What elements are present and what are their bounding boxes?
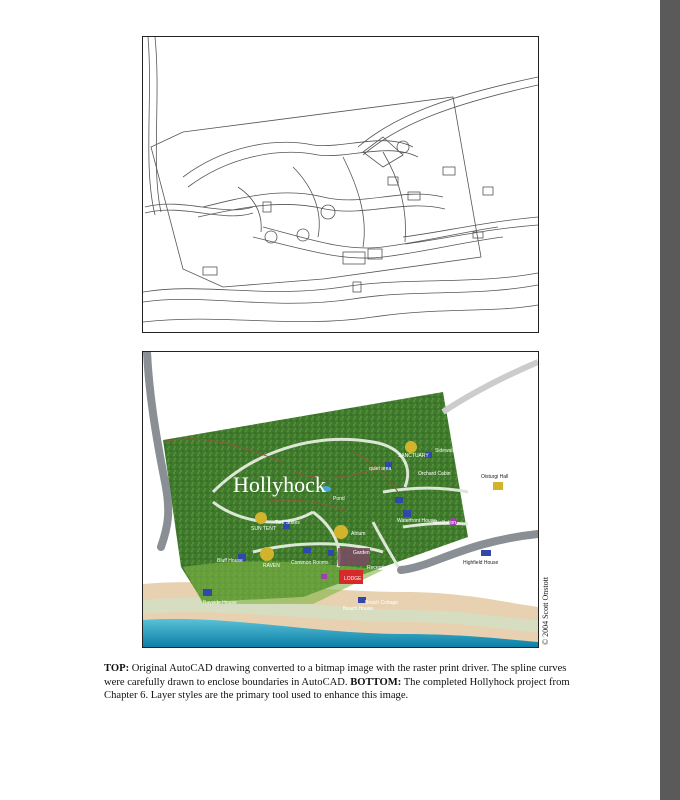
label-reception: Reception	[367, 565, 390, 571]
map-svg	[143, 352, 538, 647]
label-bayside-house: Bayside House	[203, 600, 237, 606]
label-bluff-house: Bluff House	[217, 558, 243, 564]
copyright-notice: © 2004 Scott Onstott	[541, 576, 550, 645]
label-raven: RAVEN	[263, 563, 280, 569]
label-waterfront-house: Waterfront House	[397, 518, 436, 524]
figure-caption	[104, 662, 584, 703]
label-orchard-cabin: Orchard Cabin	[418, 471, 451, 477]
label-oisturgi-hall: Oisturgi Hall	[481, 474, 509, 480]
hollyhock-rendered-map	[142, 351, 539, 648]
label-tent-suites: Tent Suites	[275, 520, 300, 526]
caption-top-text: Original AutoCAD drawing converted to a bitmap image with the raster print driver. The spline curves were carefully drawn to enclose boundaries in AutoCAD.	[104, 663, 567, 688]
map-title: Hollyhock	[233, 472, 326, 497]
label-quiet-area: quiet area	[369, 466, 392, 472]
label-beach-cottage: Beach Cottage	[365, 600, 399, 606]
line-drawing-svg	[143, 37, 538, 332]
label-atrium: Atrium	[351, 531, 366, 537]
caption-top-label: TOP:	[104, 663, 130, 674]
label-common-rooms: Common Rooms	[291, 560, 329, 566]
label-garden: Garden	[353, 550, 370, 556]
label-sanctuary: SANCTUARY	[398, 453, 429, 459]
autocad-line-drawing	[142, 36, 539, 333]
label-sidewalk-stables: Sidewalk Stables	[435, 448, 474, 454]
label-sun-tent: SUN TENT	[251, 526, 276, 532]
label-beach-house: Beach House	[343, 606, 374, 612]
label-pond: Pond	[333, 496, 345, 502]
page-edge-bar	[660, 0, 680, 800]
caption-bottom-text: The completed Hollyhock project from Chapter 6. Layer styles are the primary tool used to enhance this image.	[104, 676, 570, 701]
label-lodge: LODGE	[344, 576, 362, 582]
label-meditation: Meditation	[433, 520, 457, 526]
label-highfield-house: Highfield House	[463, 560, 499, 566]
caption-bottom-label: BOTTOM:	[350, 676, 402, 688]
